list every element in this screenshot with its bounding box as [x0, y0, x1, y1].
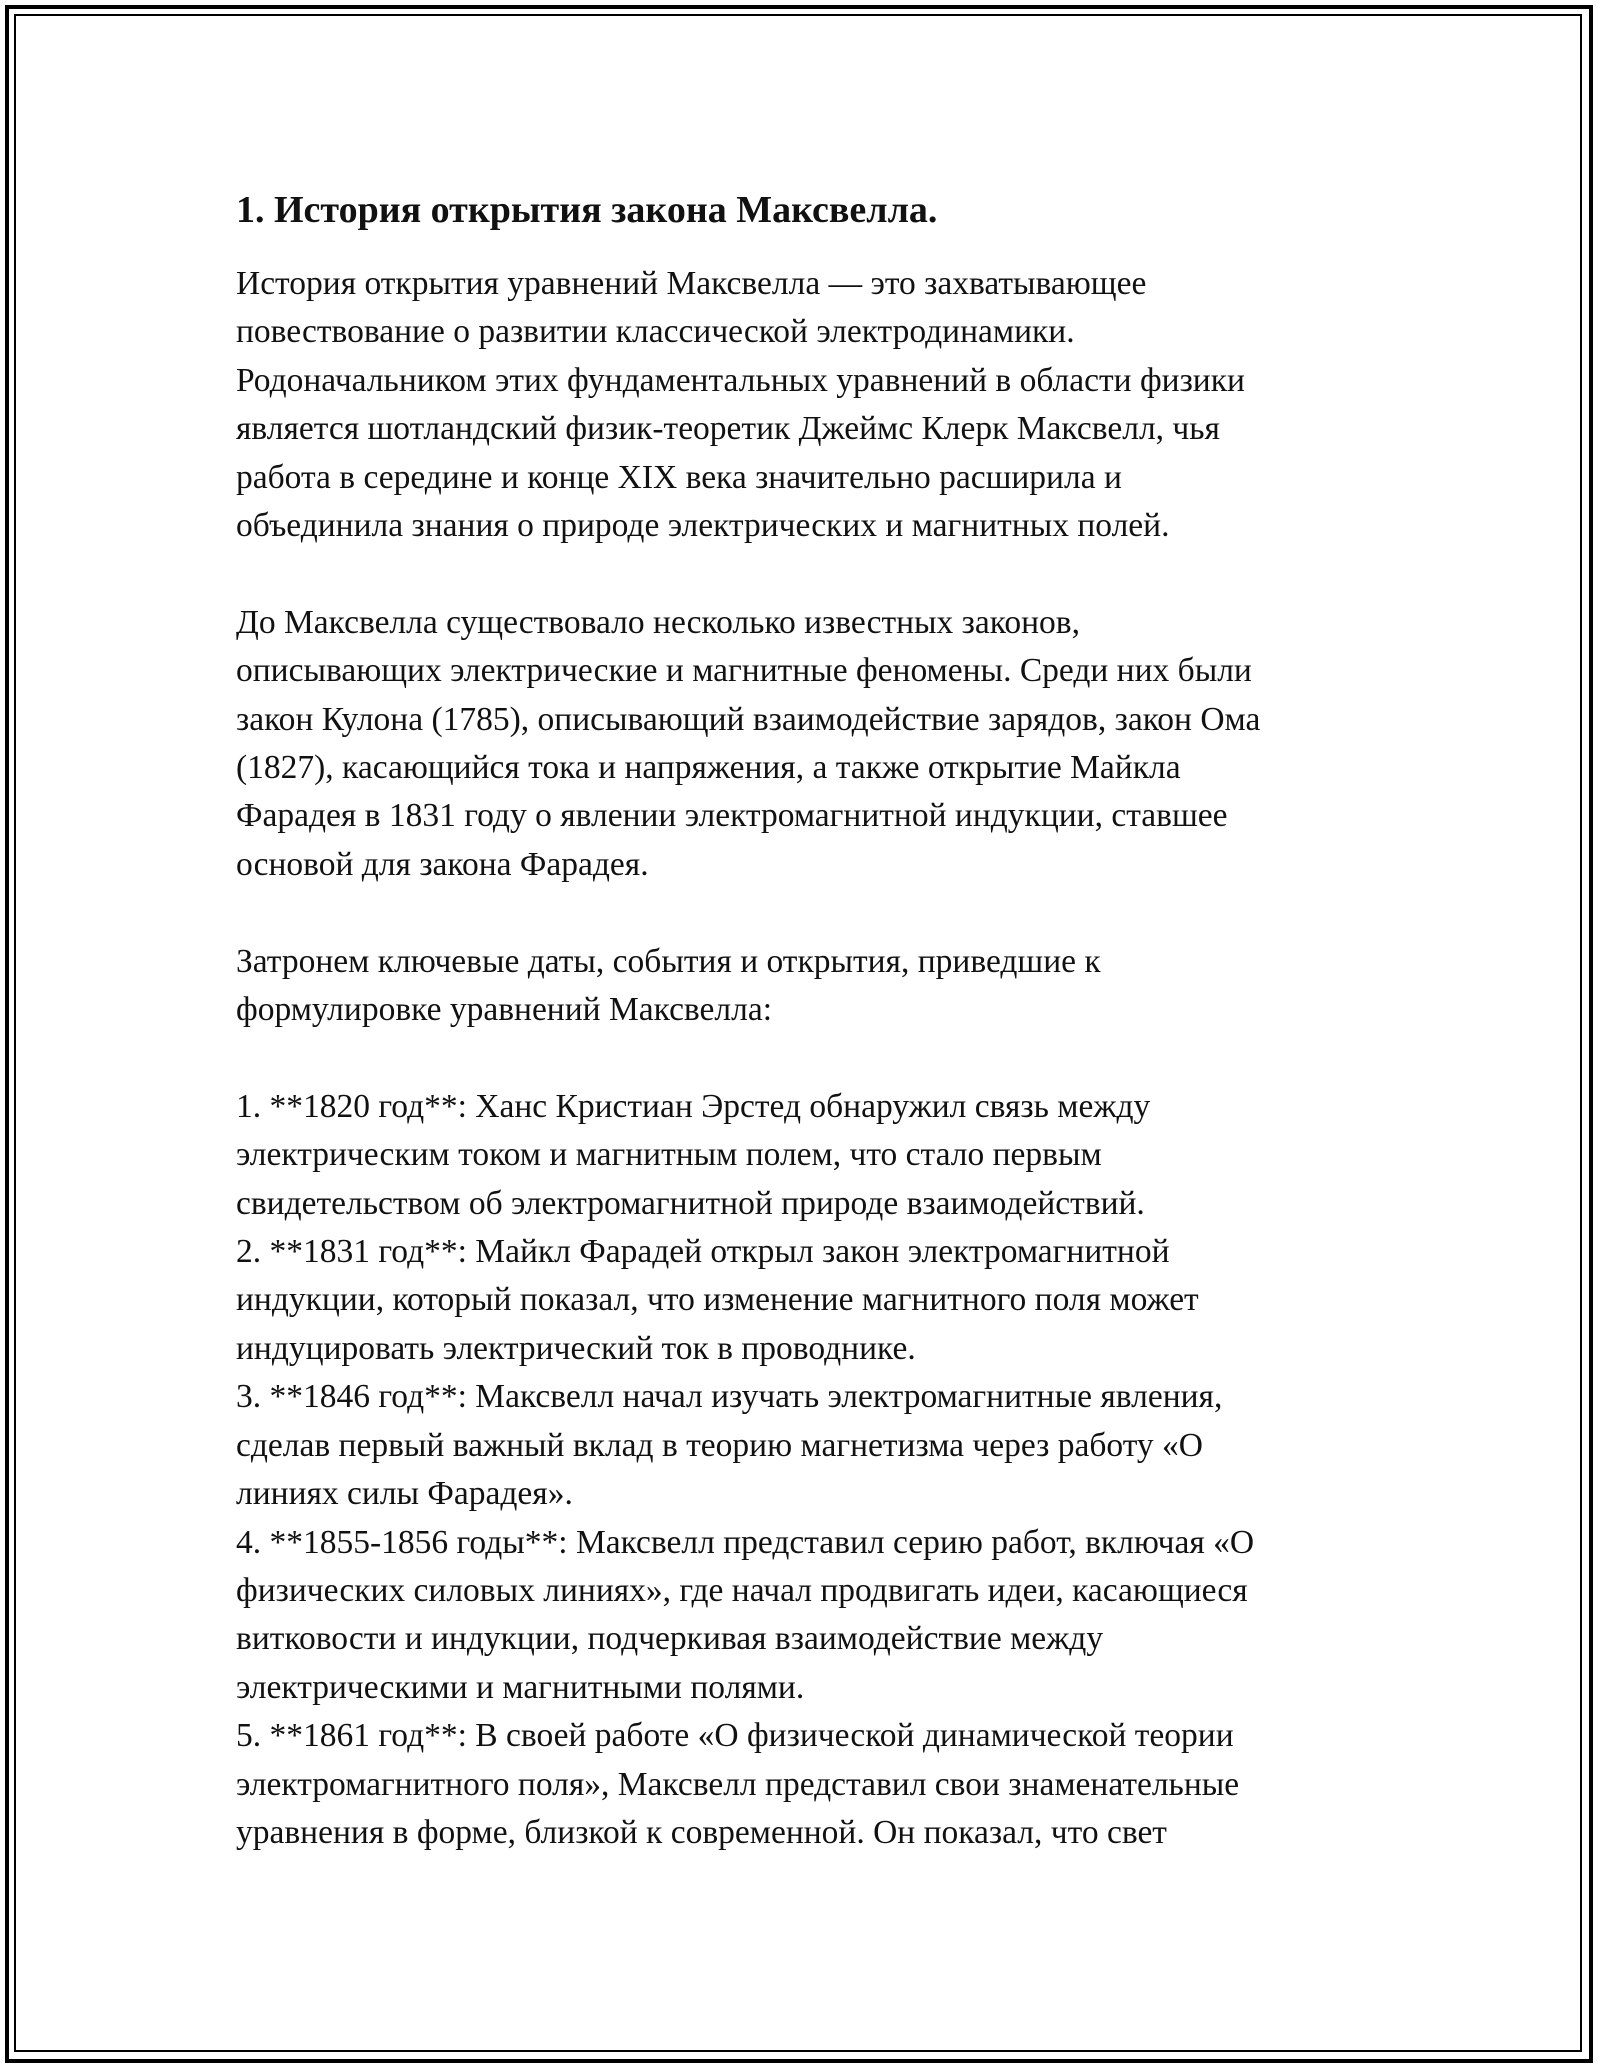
text-line: индуцировать электрический ток в проводнике.	[236, 1329, 916, 1367]
text-line: индукции, который показал, что изменение магнитного поля может	[236, 1281, 1199, 1319]
text-line: 4. **1855-1856 годы**: Максвелл представил серию работ, включая «О	[236, 1523, 1255, 1561]
list-item	[236, 1712, 1396, 1857]
text-line: 5. **1861 год**: В своей работе «О физической динамической теории	[236, 1717, 1234, 1755]
text-line: сделав первый важный вклад в теорию магнетизма через работу «О	[236, 1426, 1204, 1464]
section-heading: 1. История открытия закона Максвелла.	[236, 189, 938, 231]
text-line: 2. **1831 год**: Майкл Фарадей открыл закон электромагнитной	[236, 1233, 1170, 1271]
text-line: основой для закона Фарадея.	[236, 845, 649, 883]
document-body	[236, 186, 1396, 1857]
paragraph-intro	[236, 260, 1396, 550]
text-line: До Максвелла существовало несколько известных законов,	[236, 603, 1080, 641]
timeline-list	[236, 1083, 1396, 1858]
text-line: витковости и индукции, подчеркивая взаимодействие между	[236, 1620, 1104, 1658]
list-item	[236, 1519, 1396, 1713]
paragraph-timeline-intro	[236, 938, 1396, 1035]
text-line: электромагнитного поля», Максвелл представил свои знаменательные	[236, 1765, 1240, 1803]
text-line: (1827), касающийся тока и напряжения, а также открытие Майкла	[236, 749, 1181, 787]
text-line: Фарадея в 1831 году о явлении электромагнитной индукции, ставшее	[236, 797, 1228, 835]
list-item	[236, 1373, 1396, 1518]
text-line: Родоначальником этих фундаментальных уравнений в области физики	[236, 361, 1245, 399]
text-line: электрическими и магнитными полями.	[236, 1668, 805, 1706]
text-line: уравнения в форме, близкой к современной. Он показал, что свет	[236, 1813, 1167, 1851]
text-line: Затронем ключевые даты, события и открытия, приведшие к	[236, 942, 1101, 980]
text-line: 3. **1846 год**: Максвелл начал изучать электромагнитные явления,	[236, 1378, 1223, 1416]
text-line: является шотландский физик-теоретик Джеймс Клерк Максвелл, чья	[236, 410, 1220, 448]
text-line: повествование о развитии классической электродинамики.	[236, 313, 1075, 351]
list-item	[236, 1083, 1396, 1228]
text-line: закон Кулона (1785), описывающий взаимодействие зарядов, закон Ома	[236, 700, 1261, 738]
paragraph-prior-laws	[236, 599, 1396, 889]
text-line: физических силовых линиях», где начал продвигать идеи, касающиеся	[236, 1571, 1248, 1609]
text-line: линиях силы Фарадея».	[236, 1475, 573, 1513]
text-line: объединила знания о природе электрических и магнитных полей.	[236, 507, 1170, 545]
text-line: 1. **1820 год**: Ханс Кристиан Эрстед обнаружил связь между	[236, 1087, 1151, 1125]
text-line: свидетельством об электромагнитной природе взаимодействий.	[236, 1184, 1145, 1222]
text-line: электрическим током и магнитным полем, что стало первым	[236, 1136, 1102, 1174]
list-item	[236, 1228, 1396, 1373]
text-line: История открытия уравнений Максвелла — это захватывающее	[236, 265, 1147, 302]
text-line: работа в середине и конце XIX века значительно расширила и	[236, 458, 1122, 496]
text-line: формулировке уравнений Максвелла:	[236, 991, 773, 1029]
text-line: описывающих электрические и магнитные феномены. Среди них были	[236, 652, 1252, 690]
